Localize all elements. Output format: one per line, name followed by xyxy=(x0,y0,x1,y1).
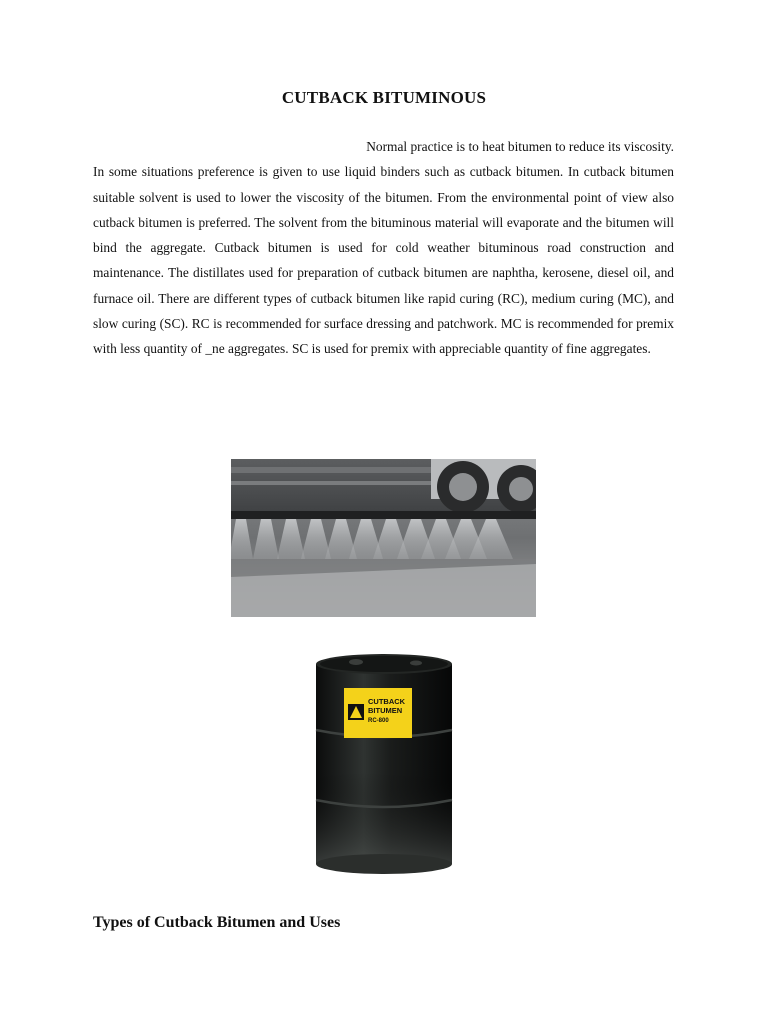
paragraph-rest: In some situations preference is given to use liquid binders such as cutback bitumen. In cutback bitumen suitable solvent is used to lower the viscosity of the bitumen. From the environmental point of view also cutback bitumen is preferred. The solvent from the bituminous material will evaporate and the bitumen will bind the aggregate. Cutback bitumen is used for cold weather bituminous road construction and maintenance. The distillates used for preparation of cutback bitumen are naphtha, kerosene, diesel oil, and furnace oil. There are different types of cutback bitumen like rapid curing (RC), medium curing (MC), and slow curing (SC). RC is recommended for surface dressing and patchwork. MC is recommended for premix with less quantity of _ne aggregates. SC is used for premix with appreciable quantity of fine aggregates. xyxy=(93,164,674,357)
section-heading: Types of Cutback Bitumen and Uses xyxy=(93,914,341,931)
page-title: CUTBACK BITUMINOUS xyxy=(281,88,487,107)
paragraph-first-line: Normal practice is to heat bitumen to reduce its viscosity. xyxy=(366,139,674,154)
drum-label-line3: RC-800 xyxy=(368,718,389,724)
drum-label-line2: BITUMEN xyxy=(368,706,403,715)
drum-label-line1: CUTBACK xyxy=(368,697,406,706)
bitumen-spraying-photo xyxy=(231,459,536,617)
bitumen-drum-photo xyxy=(306,652,462,876)
body-paragraph xyxy=(93,134,674,362)
